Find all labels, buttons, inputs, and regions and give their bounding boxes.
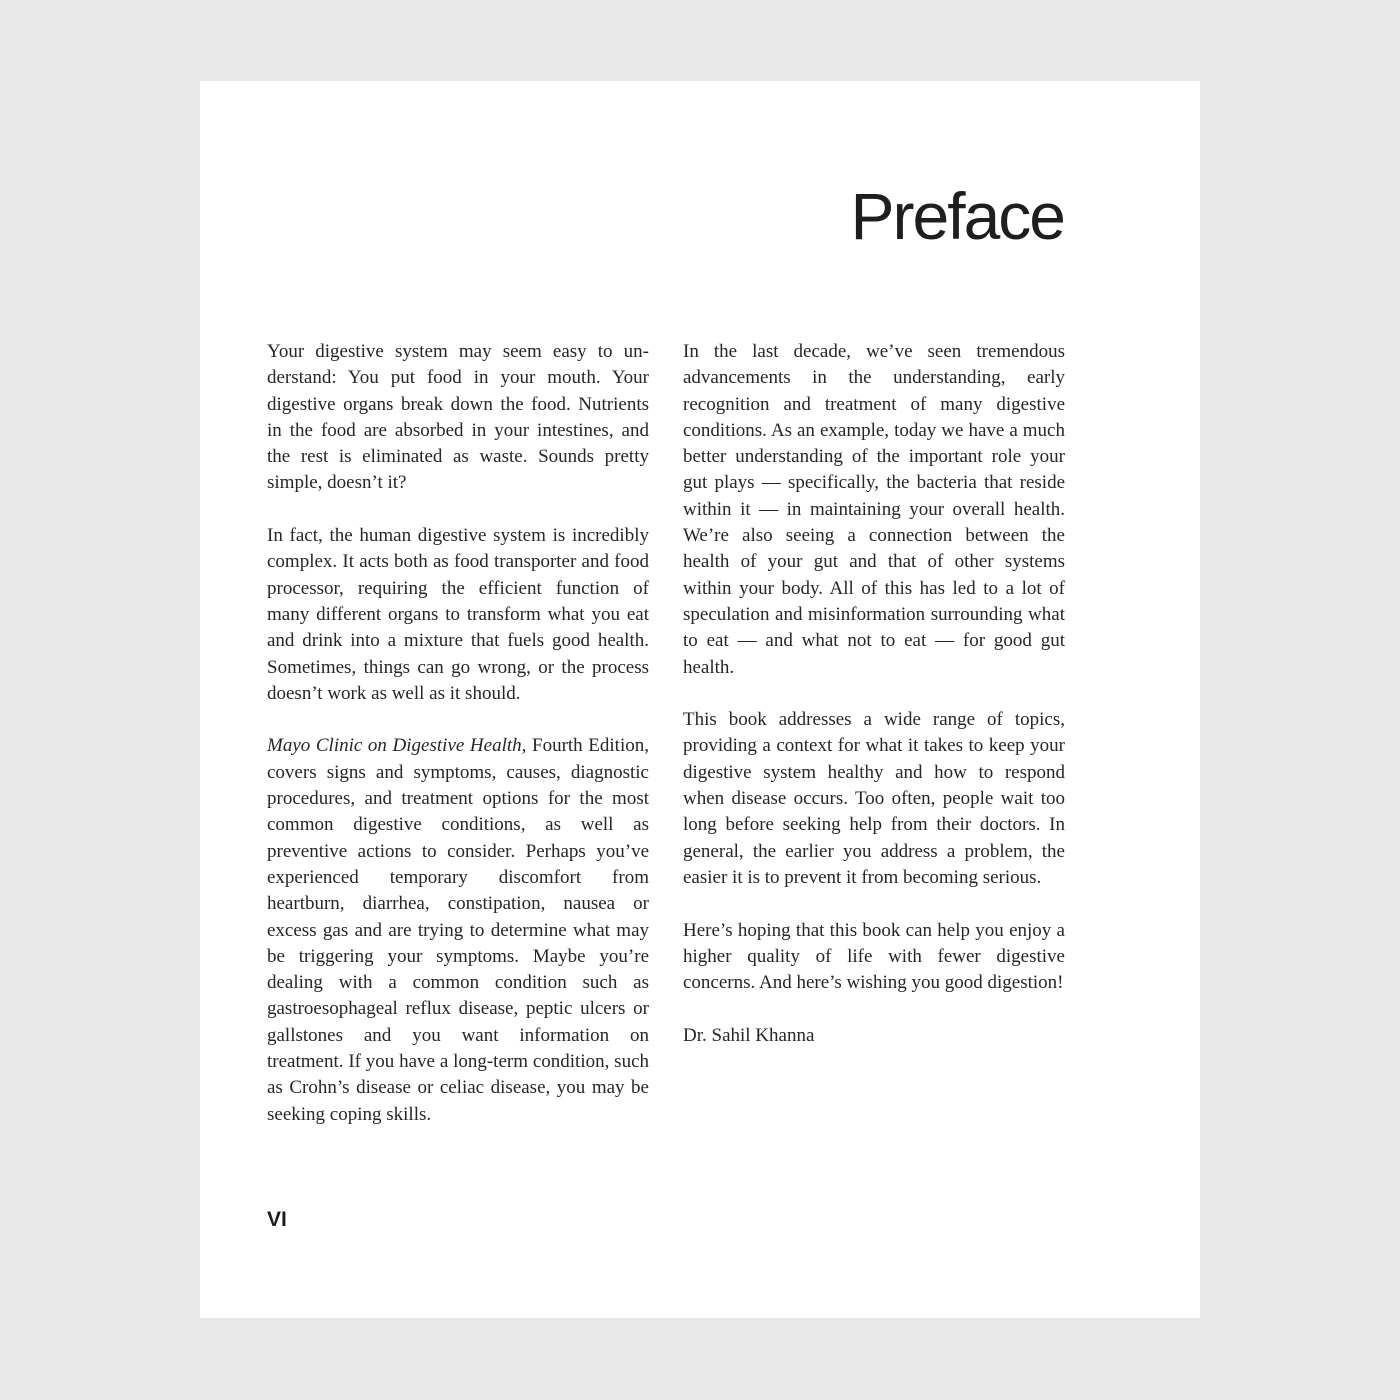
page-title: Preface [850, 179, 1064, 253]
paragraph: Your digestive system may seem easy to understand: You put food in your mouth. Your digestive organs break down the food. Nutrients in the food are absorbed in your intestines, and the rest is eliminated as waste. Sounds pretty simple, doesn’t it? [267, 341, 649, 494]
paragraph [267, 733, 649, 1127]
paragraph: In fact, the human digestive system is incredibly complex. It acts both as food transporter and food processor, requiring the efficient function of many different organs to transform what you eat and drink into a mixture that fuels good health. Sometimes, things can go wrong, or the process doesn’t work as well as it should. [267, 525, 649, 704]
author-signature: Dr. Sahil Khanna [683, 1024, 815, 1046]
left-text-column [267, 339, 649, 1154]
paragraph-body: Fourth Edition, covers signs and symptoms, causes, diagnostic procedures, and treatment options for the most common digestive conditions, as well as preventive actions to consider. Perhaps you’ve experienced temporary discomfort from heartburn, diarrhea, constipation, nausea or excess gas and are trying to determine what may be triggering your symptoms. Maybe you’re dealing with a common condition such as gastroesophageal reflux disease, peptic ulcers or gallstones and you want information on treatment. If you have a long-term condition, such as Crohn’s disease or celiac disease, you may be seeking coping skills. [267, 735, 649, 1125]
paragraph: Here’s hoping that this book can help you enjoy a higher quality of life with fewer digestive concerns. And here’s wishing you good digestion! [683, 919, 1065, 994]
book-title-italic: Mayo Clinic on Digestive Health, [267, 735, 527, 757]
paragraph: This book addresses a wide range of topics, providing a context for what it takes to keep your digestive system healthy and how to respond when disease occurs. Too often, people wait too long before seeking help from their doctors. In general, the earlier you address a problem, the easier it is to prevent it from becoming serious. [683, 709, 1065, 888]
paragraph: In the last decade, we’ve seen tremendous advancements in the understanding, early recognition and treatment of many digestive conditions. As an example, today we have a much better understanding of the important role your gut plays — specifically, the bacteria that reside within it — in maintaining your overall health. We’re also seeing a connection between the health of your gut and that of other systems within your body. All of this has led to a lot of speculation and misinformation surrounding what to eat — and what not to eat — for good gut health. [683, 341, 1065, 678]
page-number: VI [267, 1208, 287, 1231]
book-page [200, 81, 1200, 1318]
right-text-column [683, 339, 1065, 1075]
